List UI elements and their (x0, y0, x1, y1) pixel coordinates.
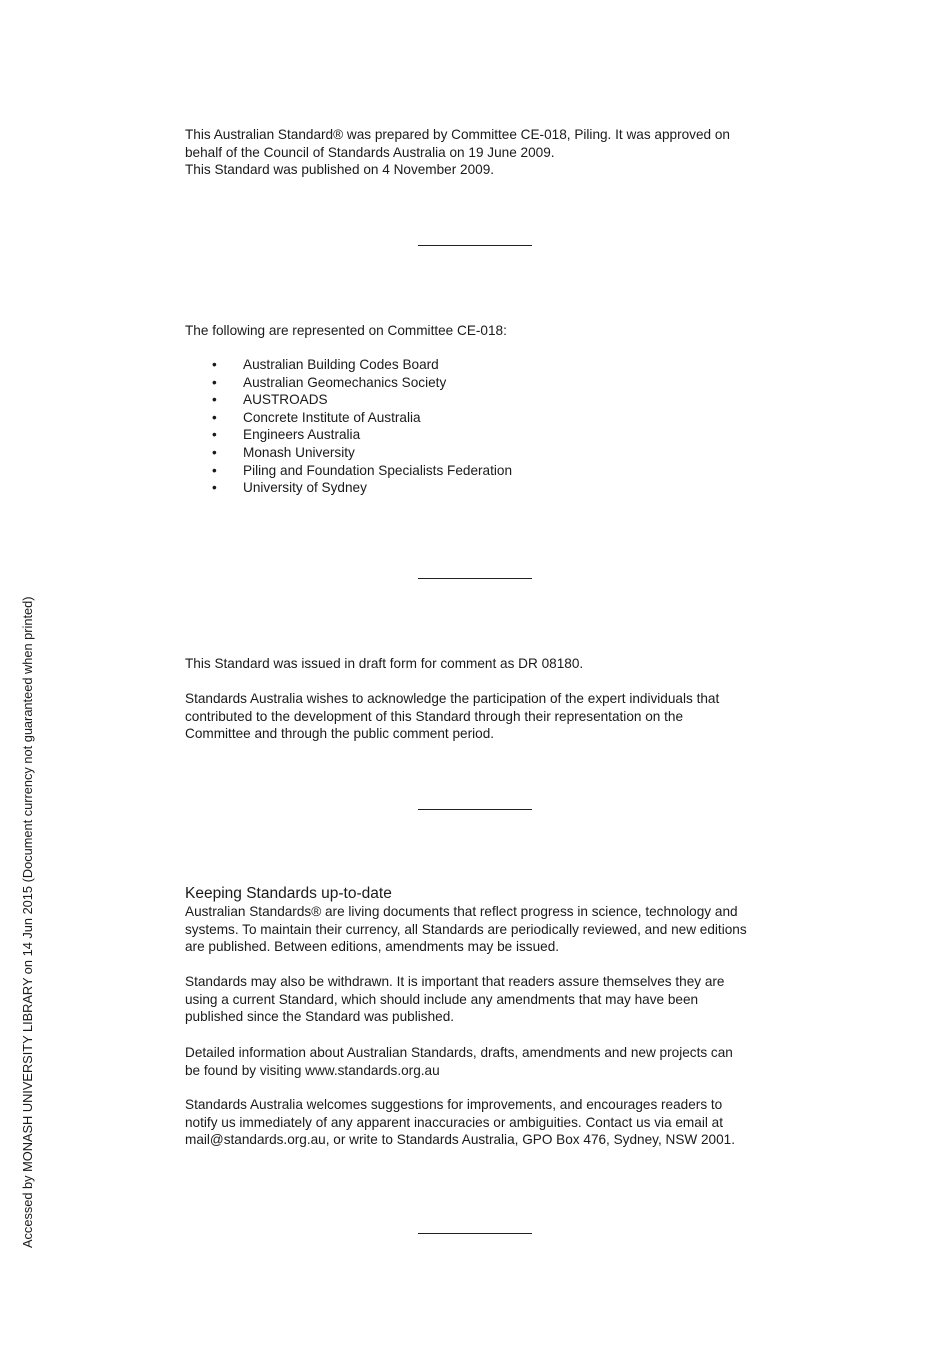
preparation-line: behalf of the Council of Standards Australia on 19 June 2009. (185, 144, 555, 160)
list-item (185, 462, 512, 480)
living-documents-paragraph (185, 903, 775, 956)
paragraph-line: be found by visiting www.standards.org.au (185, 1062, 440, 1078)
bullet-icon: • (212, 427, 217, 443)
contact-paragraph (185, 1096, 775, 1149)
bullet-icon: • (212, 462, 217, 478)
member-name: Australian Geomechanics Society (243, 374, 447, 390)
section-heading: Keeping Standards up-to-date (185, 885, 392, 902)
member-name: Concrete Institute of Australia (243, 409, 421, 425)
draft-statement: This Standard was issued in draft form for comment as DR 08180. (185, 656, 584, 671)
bullet-icon: • (212, 374, 217, 390)
paragraph-line: Australian Standards® are living documents that reflect progress in science, technology and (185, 904, 738, 919)
acknowledgement-paragraph (185, 690, 775, 743)
bullet-icon: • (212, 392, 217, 408)
paragraph-line: mail@standards.org.au, or write to Standards Australia, GPO Box 476, Sydney, NSW 2001. (185, 1132, 736, 1148)
paragraph-line: are published. Between editions, amendments may be issued. (185, 939, 560, 955)
section-divider (418, 809, 532, 810)
committee-intro: The following are represented on Committee CE-018: (185, 323, 507, 338)
preparation-statement (185, 126, 775, 179)
withdrawal-paragraph (185, 973, 775, 1026)
bullet-icon: • (212, 409, 217, 425)
list-item (185, 479, 512, 497)
acknowledgement-line: contributed to the development of this Standard through their representation on the (185, 708, 684, 724)
acknowledgement-line: Committee and through the public comment period. (185, 726, 495, 742)
member-name: Engineers Australia (243, 427, 361, 443)
list-item (185, 426, 512, 444)
information-paragraph (185, 1044, 775, 1079)
bullet-icon: • (212, 480, 217, 496)
paragraph-line: using a current Standard, which should include any amendments that may have been (185, 991, 699, 1007)
committee-member-list (185, 356, 512, 497)
bullet-icon: • (212, 357, 217, 372)
member-name: University of Sydney (243, 480, 367, 496)
list-item (185, 444, 512, 462)
member-name: Australian Building Codes Board (243, 357, 439, 372)
preparation-line: This Australian Standard® was prepared by Committee CE-018, Piling. It was approved on (185, 127, 730, 142)
section-divider (418, 1233, 532, 1234)
section-divider (418, 578, 532, 579)
list-item (185, 356, 512, 374)
section-divider (418, 245, 532, 246)
list-item (185, 374, 512, 392)
member-name: Monash University (243, 444, 355, 460)
acknowledgement-line: Standards Australia wishes to acknowledge the participation of the expert individuals that (185, 691, 720, 706)
member-name: Piling and Foundation Specialists Federation (243, 462, 513, 478)
paragraph-line: notify us immediately of any apparent inaccuracies or ambiguities. Contact us via email at (185, 1114, 723, 1130)
member-name: AUSTROADS (243, 392, 328, 408)
paragraph-line: Standards Australia welcomes suggestions for improvements, and encourages readers to (185, 1097, 723, 1112)
paragraph-line: Detailed information about Australian Standards, drafts, amendments and new projects can (185, 1045, 733, 1060)
paragraph-line: systems. To maintain their currency, all Standards are periodically reviewed, and new editions (185, 921, 747, 937)
bullet-icon: • (212, 444, 217, 460)
preparation-line: This Standard was published on 4 November 2009. (185, 162, 495, 178)
list-item (185, 409, 512, 427)
list-item (185, 391, 512, 409)
paragraph-line: published since the Standard was published. (185, 1009, 455, 1025)
paragraph-line: Standards may also be withdrawn. It is important that readers assure themselves they are (185, 974, 725, 989)
access-watermark: Accessed by MONASH UNIVERSITY LIBRARY on 14 Jun 2015 (Document currency not guaranteed when printed) (20, 596, 35, 1248)
